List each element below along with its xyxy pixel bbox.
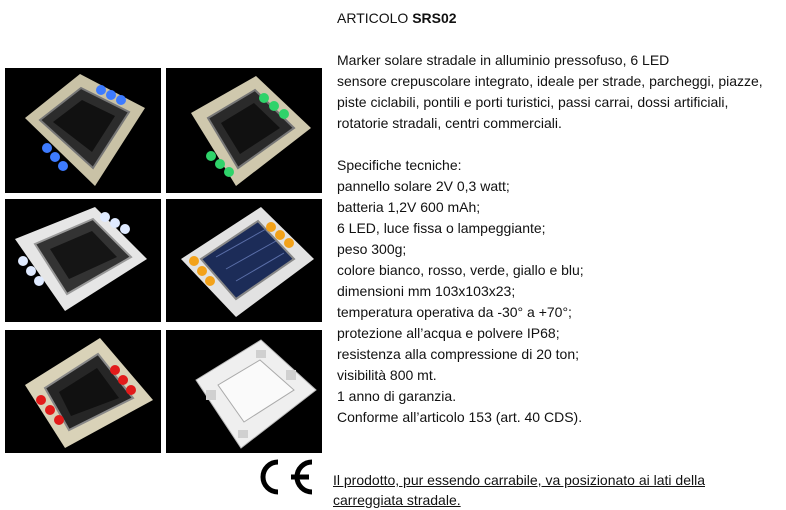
product-description <box>337 8 777 428</box>
product-image-red <box>5 330 161 453</box>
product-image-white-plain <box>166 330 322 453</box>
spec-item: colore bianco, rosso, verde, giallo e blu; <box>337 262 584 278</box>
article-title <box>337 8 777 29</box>
product-image-yellow <box>166 199 322 322</box>
spec-item: Conforme all’articolo 153 (art. 40 CDS). <box>337 409 583 425</box>
spec-item: temperatura operativa da -30° a +70°; <box>337 304 572 320</box>
intro-line: rotatorie stradali, centri commerciali. <box>337 115 562 131</box>
spec-item: dimensioni mm 103x103x23; <box>337 283 516 299</box>
ce-mark-icon <box>249 458 317 496</box>
spec-item: pannello solare 2V 0,3 watt; <box>337 178 510 194</box>
product-image-white <box>5 199 161 322</box>
spec-item: visibilità 800 mt. <box>337 367 437 383</box>
intro-line: sensore crepuscolare integrato, ideale per strade, parcheggi, piazze, <box>337 73 763 89</box>
spec-item: peso 300g; <box>337 241 407 257</box>
placement-note: Il prodotto, pur essendo carrabile, va posizionato ai lati della carreggiata stradale. <box>333 472 705 508</box>
spec-item: 6 LED, luce fissa o lampeggiante; <box>337 220 546 236</box>
product-image-blue <box>5 68 161 193</box>
article-code: SRS02 <box>412 10 457 26</box>
intro-block <box>337 50 777 134</box>
spec-item: protezione all’acqua e polvere IP68; <box>337 325 560 341</box>
spec-item: 1 anno di garanzia. <box>337 388 457 404</box>
intro-line: piste ciclabili, pontili e porti turistici, passi carrai, dossi artificiali, <box>337 94 729 110</box>
spec-item: resistenza alla compressione di 20 ton; <box>337 346 580 362</box>
spec-item: batteria 1,2V 600 mAh; <box>337 199 481 215</box>
specs-heading: Specifiche tecniche: <box>337 157 462 173</box>
article-label: ARTICOLO <box>337 10 409 26</box>
product-image-green <box>166 68 322 193</box>
intro-line: Marker solare stradale in alluminio pressofuso, 6 LED <box>337 52 670 68</box>
specs-list <box>337 176 777 428</box>
